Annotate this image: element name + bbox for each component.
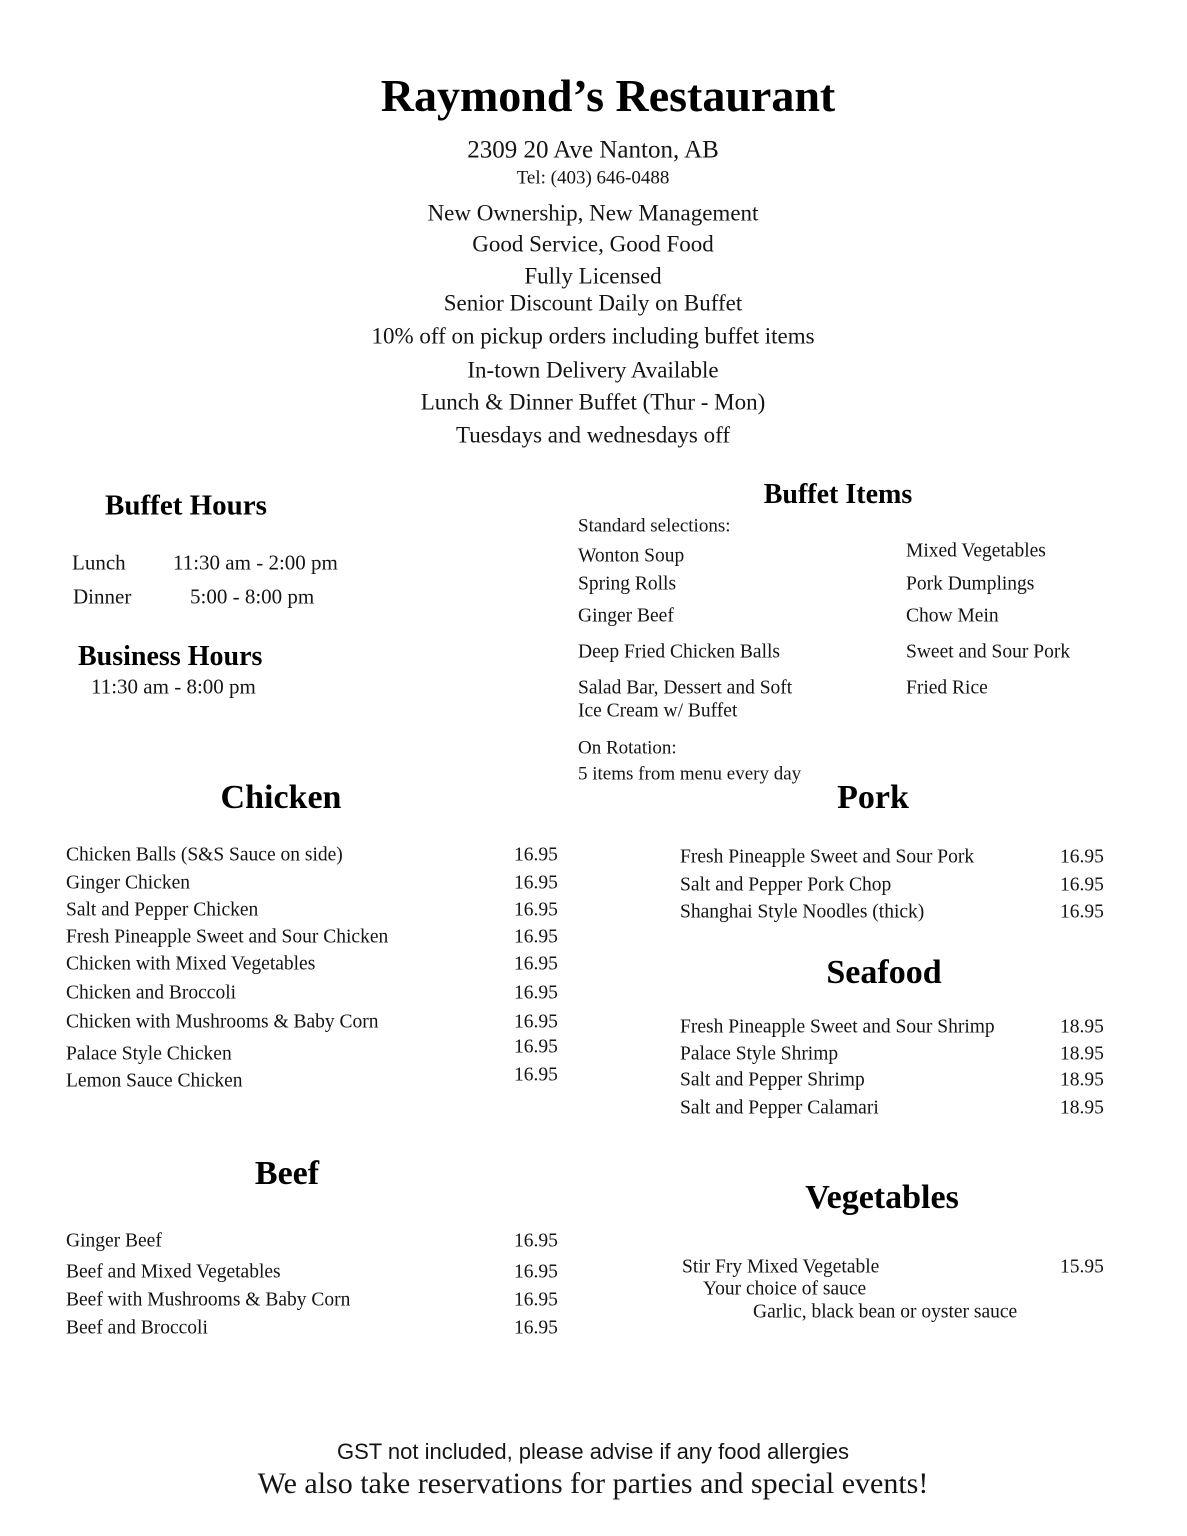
chicken-item-name: Lemon Sauce Chicken [66, 1070, 243, 1092]
rotation-text: 5 items from menu every day [578, 763, 802, 785]
seafood-item-name: Salt and Pepper Shrimp [680, 1069, 865, 1091]
chicken-item-name: Chicken with Mixed Vegetables [66, 953, 316, 975]
vegetables-item-price: 15.95 [1060, 1256, 1104, 1278]
business-hours-time: 11:30 am - 8:00 pm [91, 674, 256, 699]
seafood-item-price: 18.95 [1060, 1043, 1104, 1065]
pork-item-name: Fresh Pineapple Sweet and Sour Pork [680, 846, 975, 868]
sauce-choice-note: Your choice of sauce [703, 1278, 867, 1300]
chicken-item-price: 16.95 [514, 844, 558, 866]
tagline: Fully Licensed [524, 263, 662, 289]
buffet-hours-heading: Buffet Hours [105, 489, 267, 522]
buffet-hours-label: Dinner [73, 584, 132, 609]
buffet-item: Deep Fried Chicken Balls [578, 641, 780, 663]
seafood-item-name: Palace Style Shrimp [680, 1043, 839, 1065]
tagline: 10% off on pickup orders including buffet items [371, 323, 815, 349]
seafood-item-price: 18.95 [1060, 1016, 1104, 1038]
beef-item-name: Beef and Mixed Vegetables [66, 1261, 281, 1283]
chicken-item-name: Salt and Pepper Chicken [66, 899, 259, 921]
pork-item-price: 16.95 [1060, 874, 1104, 896]
beef-heading: Beef [254, 1155, 320, 1192]
buffet-item: Mixed Vegetables [906, 540, 1046, 562]
buffet-item: Chow Mein [906, 605, 999, 627]
buffet-item: Ginger Beef [578, 605, 674, 627]
beef-item-price: 16.95 [514, 1317, 558, 1339]
buffet-hours-time: 11:30 am - 2:00 pm [173, 550, 338, 575]
chicken-item-price: 16.95 [514, 1036, 558, 1058]
beef-item-name: Ginger Beef [66, 1230, 162, 1252]
beef-item-price: 16.95 [514, 1261, 558, 1283]
restaurant-title: Raymond’s Restaurant [380, 70, 836, 121]
business-hours-heading: Business Hours [78, 641, 263, 672]
tagline: Lunch & Dinner Buffet (Thur - Mon) [420, 389, 766, 415]
standard-selections-label: Standard selections: [578, 515, 731, 537]
chicken-item-name: Ginger Chicken [66, 872, 191, 894]
chicken-item-price: 16.95 [514, 926, 558, 948]
sauce-options: Garlic, black bean or oyster sauce [753, 1301, 1018, 1323]
buffet-hours-time: 5:00 - 8:00 pm [190, 584, 315, 609]
seafood-item-price: 18.95 [1060, 1069, 1104, 1091]
pork-item-price: 16.95 [1060, 901, 1104, 923]
buffet-hours-label: Lunch [72, 550, 126, 575]
buffet-item: Wonton Soup [578, 545, 685, 567]
chicken-item-name: Chicken with Mushrooms & Baby Corn [66, 1011, 379, 1033]
beef-item-name: Beef and Broccoli [66, 1317, 208, 1339]
pork-item-name: Salt and Pepper Pork Chop [680, 874, 892, 896]
pork-item-name: Shanghai Style Noodles (thick) [680, 901, 925, 923]
buffet-item: Ice Cream w/ Buffet [578, 700, 738, 722]
chicken-item-price: 16.95 [514, 899, 558, 921]
pork-heading: Pork [837, 779, 909, 816]
buffet-item: Sweet and Sour Pork [906, 641, 1071, 663]
address: 2309 20 Ave Nanton, AB [467, 136, 719, 164]
rotation-label: On Rotation: [578, 737, 677, 759]
chicken-item-name: Palace Style Chicken [66, 1043, 232, 1065]
beef-item-name: Beef with Mushrooms & Baby Corn [66, 1289, 351, 1311]
footer-note: GST not included, please advise if any food allergies [336, 1439, 850, 1464]
phone: Tel: (403) 646-0488 [516, 167, 670, 189]
buffet-item: Salad Bar, Dessert and Soft [578, 677, 793, 699]
chicken-item-price: 16.95 [514, 1064, 558, 1086]
seafood-item-price: 18.95 [1060, 1097, 1104, 1119]
pork-item-price: 16.95 [1060, 846, 1104, 868]
chicken-item-price: 16.95 [514, 1011, 558, 1033]
vegetables-heading: Vegetables [805, 1179, 959, 1216]
chicken-heading: Chicken [220, 779, 342, 816]
tagline: In-town Delivery Available [467, 357, 719, 383]
seafood-item-name: Fresh Pineapple Sweet and Sour Shrimp [680, 1016, 995, 1038]
tagline: Senior Discount Daily on Buffet [443, 290, 743, 316]
seafood-item-name: Salt and Pepper Calamari [680, 1097, 879, 1119]
vegetables-item-name: Stir Fry Mixed Vegetable [682, 1256, 880, 1278]
footer-reservations: We also take reservations for parties and special events! [257, 1467, 929, 1500]
chicken-item-price: 16.95 [514, 982, 558, 1004]
buffet-item: Pork Dumplings [906, 573, 1035, 595]
chicken-item-name: Fresh Pineapple Sweet and Sour Chicken [66, 926, 389, 948]
buffet-item: Fried Rice [906, 677, 988, 699]
chicken-item-name: Chicken and Broccoli [66, 982, 237, 1004]
tagline: Good Service, Good Food [472, 231, 714, 257]
beef-item-price: 16.95 [514, 1289, 558, 1311]
chicken-item-price: 16.95 [514, 872, 558, 894]
seafood-heading: Seafood [826, 954, 942, 991]
buffet-item: Spring Rolls [578, 573, 677, 595]
beef-item-price: 16.95 [514, 1230, 558, 1252]
buffet-items-heading: Buffet Items [763, 479, 913, 510]
tagline: Tuesdays and wednesdays off [455, 422, 731, 448]
chicken-item-name: Chicken Balls (S&S Sauce on side) [66, 844, 343, 866]
chicken-item-price: 16.95 [514, 953, 558, 975]
tagline: New Ownership, New Management [427, 200, 759, 226]
